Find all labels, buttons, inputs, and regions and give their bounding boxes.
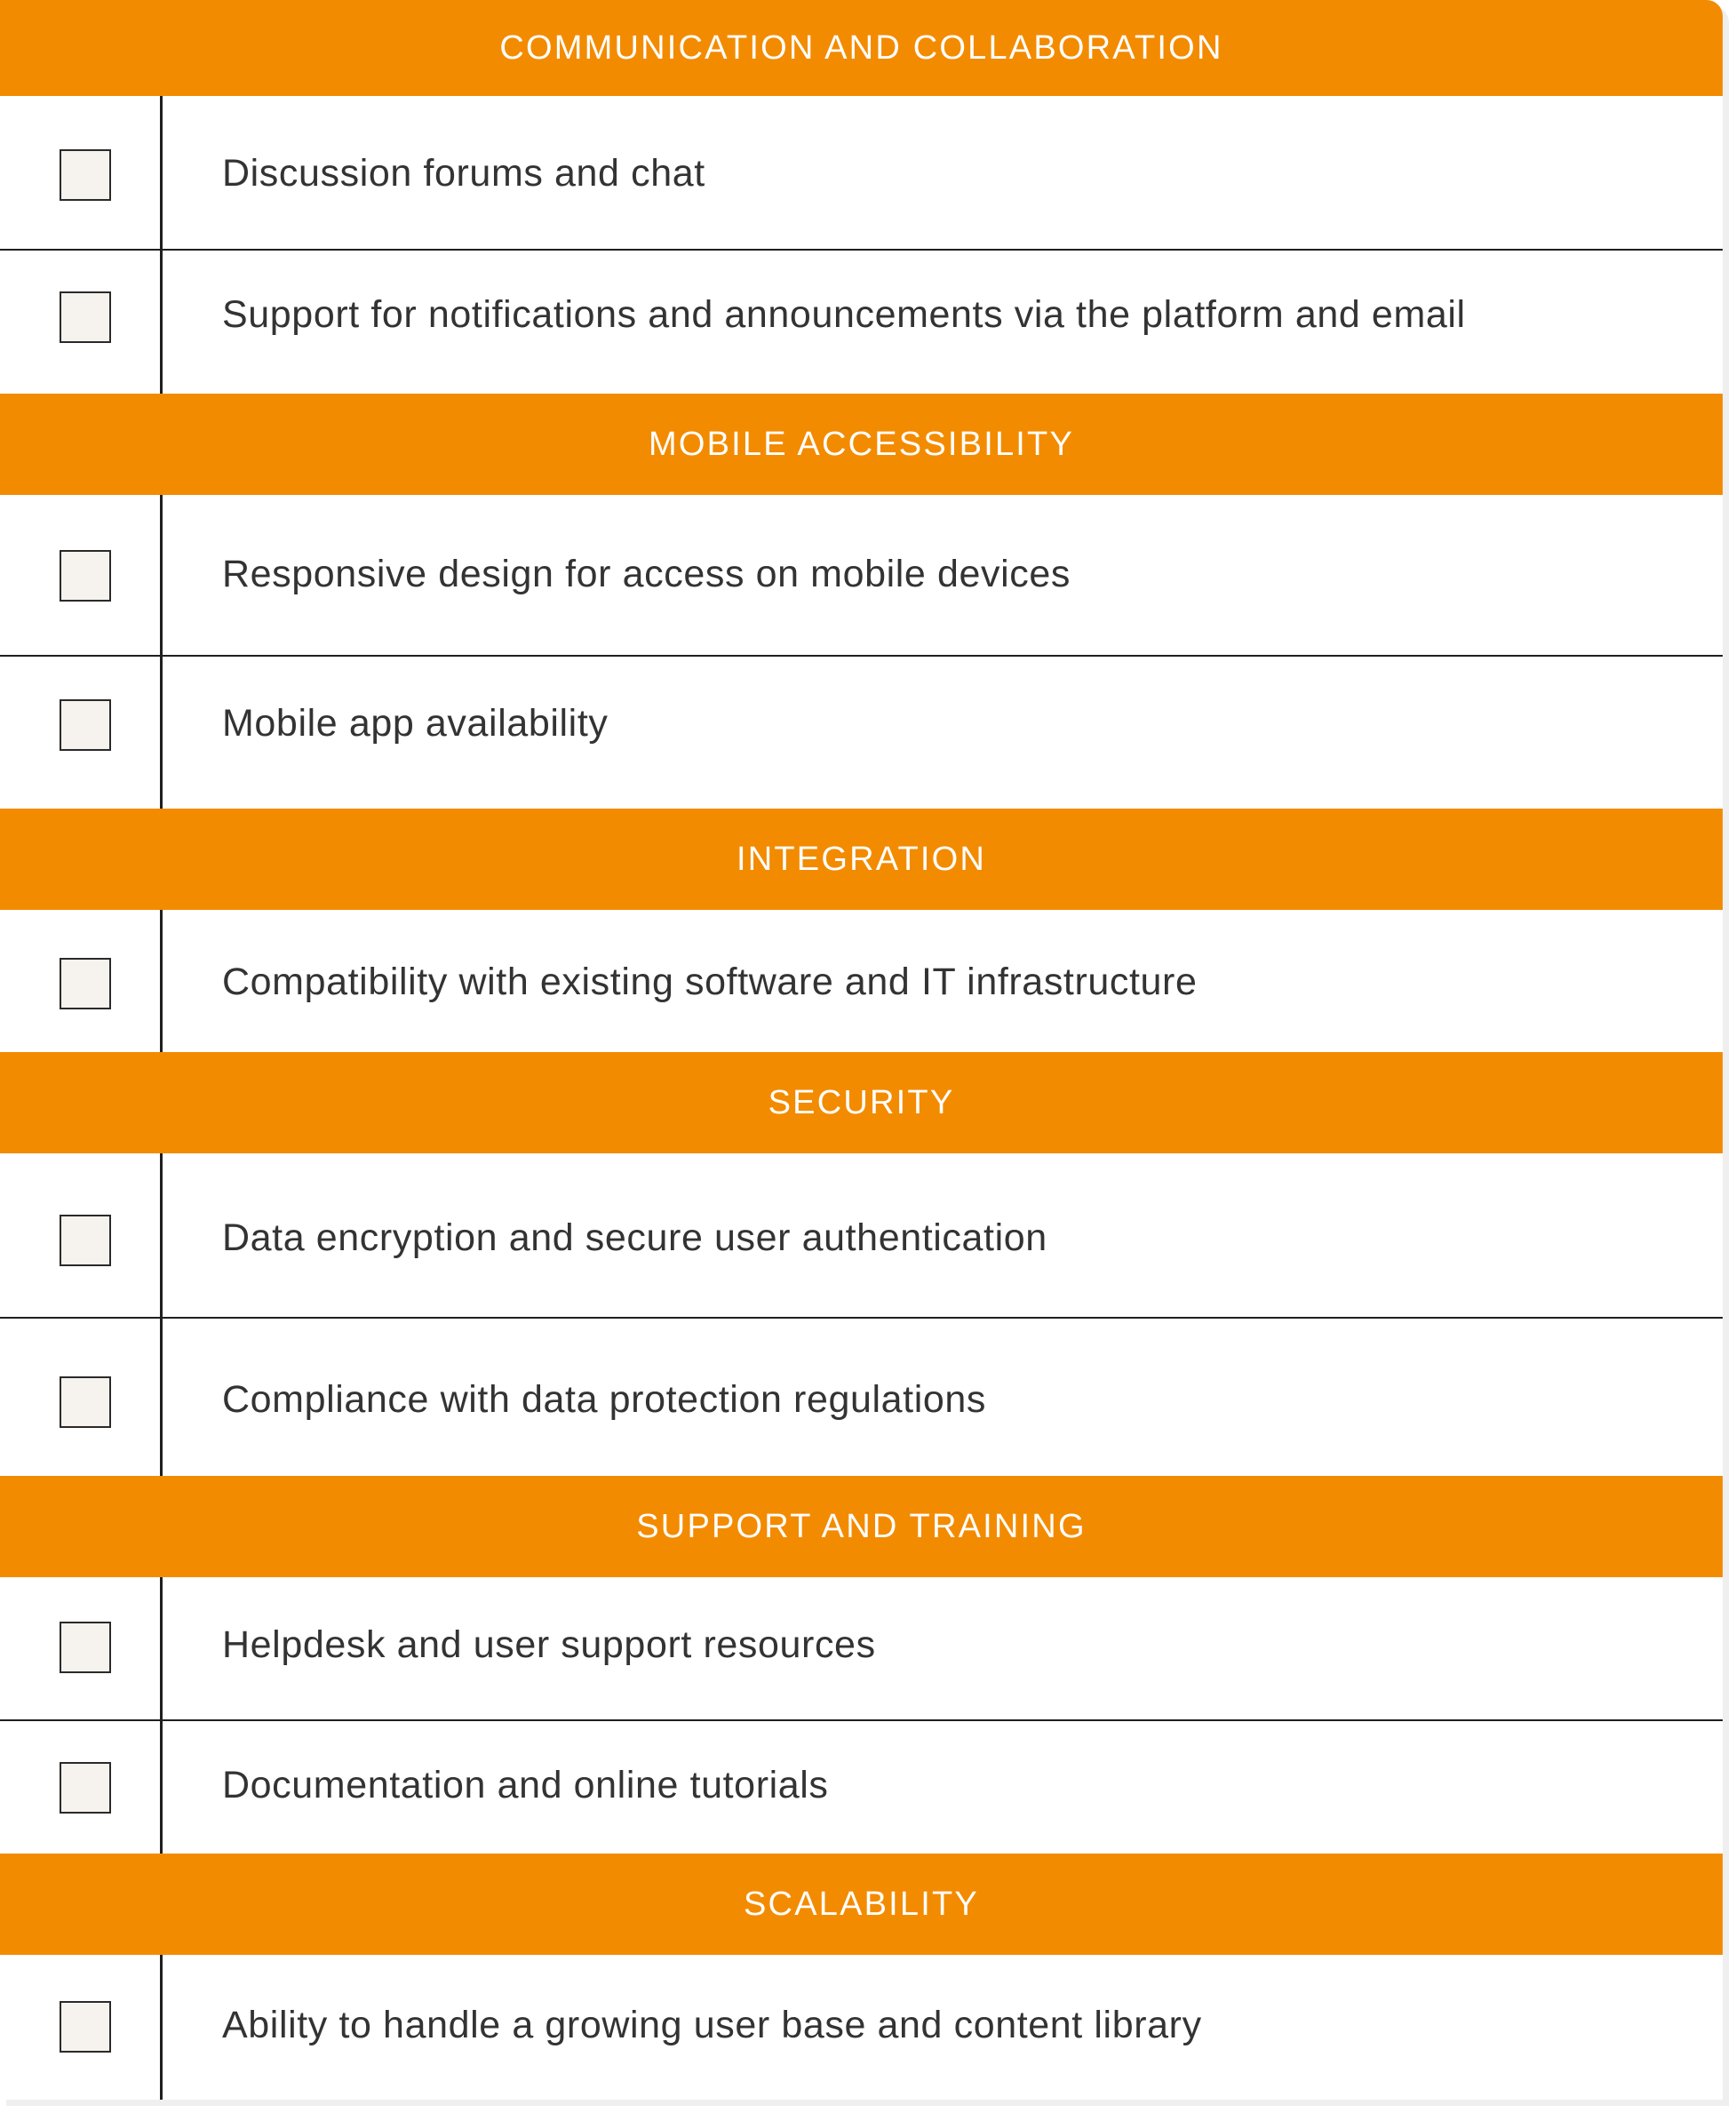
checklist-row (0, 1153, 1723, 1318)
checklist-row (0, 1318, 1723, 1476)
item-checkbox[interactable] (60, 699, 111, 751)
section-header-mobile-accessibility (0, 394, 1723, 495)
section-header-support-training (0, 1476, 1723, 1577)
section-title: SECURITY (768, 1083, 955, 1121)
section-title: MOBILE ACCESSIBILITY (648, 425, 1075, 463)
column-divider (160, 910, 163, 1052)
item-checkbox[interactable] (60, 1215, 111, 1266)
item-label: Support for notifications and announcements via the platform and email (222, 293, 1466, 336)
item-checkbox[interactable] (60, 149, 111, 201)
column-divider (160, 250, 163, 394)
column-divider (160, 96, 163, 250)
item-checkbox[interactable] (60, 1762, 111, 1814)
column-divider (160, 1720, 163, 1854)
column-divider (160, 656, 163, 809)
section-header-security (0, 1052, 1723, 1153)
section-header-scalability (0, 1854, 1723, 1955)
checklist-row (0, 1577, 1723, 1720)
item-label: Compliance with data protection regulations (222, 1378, 986, 1421)
column-divider (160, 1318, 163, 1476)
checklist-row (0, 656, 1723, 809)
section-title: COMMUNICATION AND COLLABORATION (499, 28, 1223, 67)
checklist-row (0, 1720, 1723, 1854)
item-checkbox[interactable] (60, 550, 111, 602)
item-label: Documentation and online tutorials (222, 1764, 829, 1806)
item-checkbox[interactable] (60, 1622, 111, 1673)
section-title: SUPPORT AND TRAINING (636, 1507, 1087, 1545)
item-label: Discussion forums and chat (222, 152, 705, 195)
checklist-row (0, 250, 1723, 394)
item-label: Helpdesk and user support resources (222, 1623, 876, 1666)
section-header-communication (0, 0, 1723, 96)
item-label: Ability to handle a growing user base and content library (222, 2004, 1202, 2046)
column-divider (160, 1577, 163, 1720)
item-label: Responsive design for access on mobile devices (222, 553, 1071, 595)
column-divider (160, 1955, 163, 2100)
section-title: SCALABILITY (744, 1885, 979, 1923)
column-divider (160, 495, 163, 656)
item-label: Mobile app availability (222, 702, 609, 745)
item-checkbox[interactable] (60, 958, 111, 1009)
item-label: Compatibility with existing software and IT infrastructure (222, 961, 1198, 1003)
item-checkbox[interactable] (60, 2001, 111, 2053)
checklist-row (0, 495, 1723, 656)
item-checkbox[interactable] (60, 291, 111, 343)
checklist-row (0, 1955, 1723, 2100)
column-divider (160, 1153, 163, 1318)
item-checkbox[interactable] (60, 1376, 111, 1428)
section-header-integration (0, 809, 1723, 910)
section-title: INTEGRATION (736, 840, 987, 878)
checklist-row (0, 910, 1723, 1052)
item-label: Data encryption and secure user authentication (222, 1216, 1047, 1259)
checklist-row (0, 96, 1723, 250)
